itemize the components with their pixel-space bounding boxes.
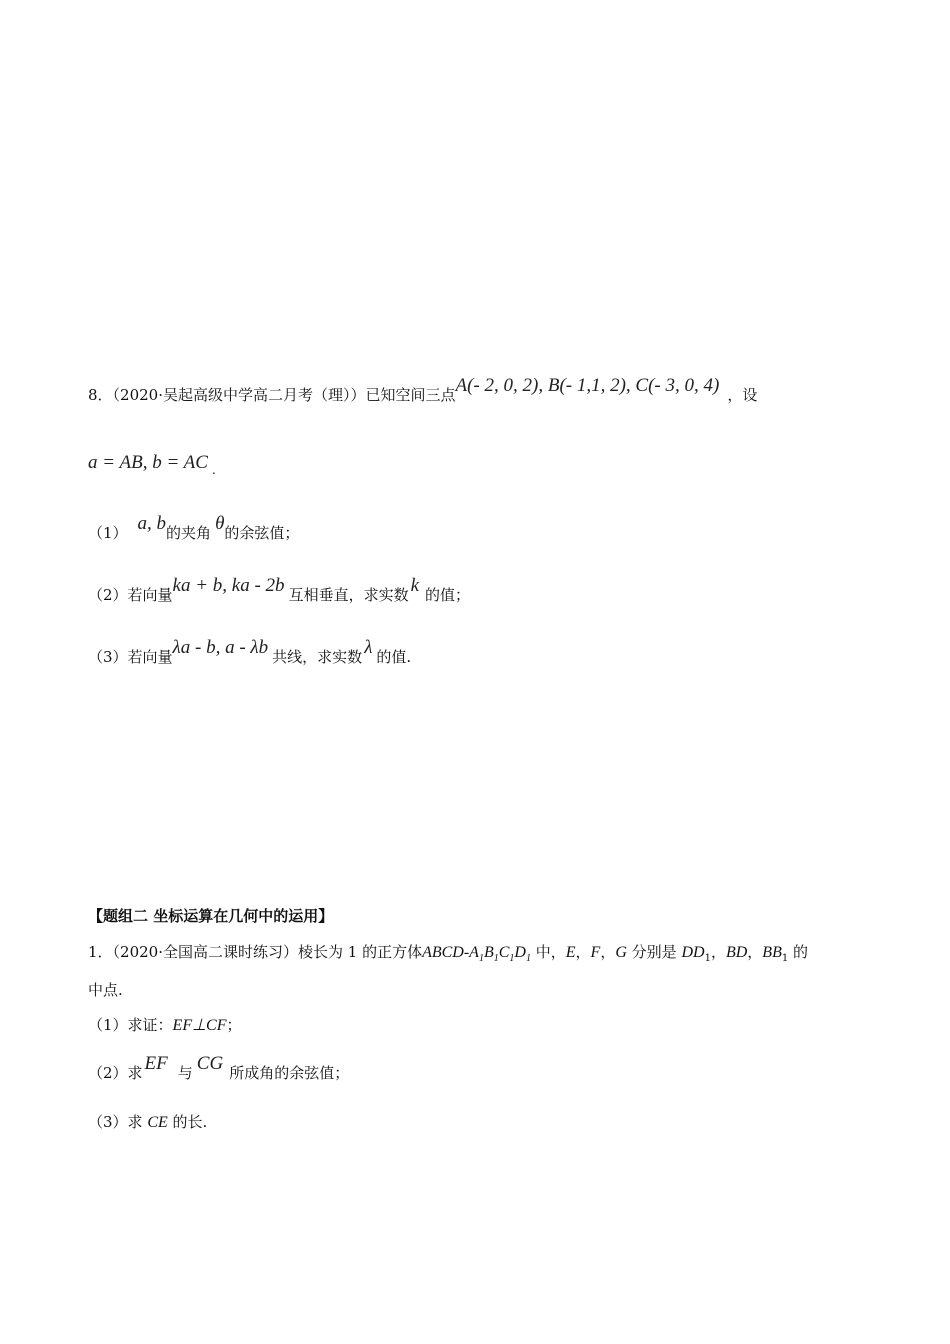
group-heading: 【题组二 坐标运算在几何中的运用】: [88, 907, 334, 925]
p1-q2-text: 所成角的余弦值；: [229, 1064, 350, 1082]
p1-q3-label: （3）求: [88, 1113, 148, 1131]
q3-math: λa - b, a - λb: [172, 637, 269, 658]
cube-name: [422, 944, 531, 965]
p1-q1-label: （1）求证：: [88, 1016, 173, 1034]
p1-mid3: 的: [788, 943, 808, 961]
q2-math: ka + b, ka - 2b: [172, 575, 285, 596]
question-8-2: [88, 575, 471, 606]
p1-number: 1．: [88, 943, 113, 961]
p1-line2: 中点.: [88, 981, 123, 999]
sub-3: 1: [509, 953, 515, 965]
comma-4: ，: [747, 943, 763, 961]
p1-q2-ef: EF: [144, 1053, 168, 1074]
q3-text1: 共线，求实数: [272, 648, 363, 666]
question-1-3: [88, 1111, 207, 1132]
q2-k: k: [410, 575, 420, 596]
q3-label: （3）若向量: [88, 648, 173, 666]
p1-q2-cg: CG: [196, 1053, 224, 1074]
question-8-3: [88, 637, 412, 668]
sub-4: 1: [525, 953, 531, 965]
point-g: G: [615, 944, 627, 961]
sub-6: 1: [781, 953, 789, 964]
p1-mid1: 中，: [530, 943, 566, 961]
problem-tail: ，设: [727, 386, 758, 404]
q2-label: （2）若向量: [88, 586, 173, 604]
q2-text1: 互相垂直，求实数: [288, 586, 409, 604]
q3-lambda: λ: [364, 637, 373, 658]
q2-text2: 的值；: [425, 586, 471, 604]
sub-2: 1: [493, 953, 499, 965]
point-f: F: [590, 944, 601, 961]
problem-source: （2020·吴起高级中学高二月考（理））已知空间三点: [112, 386, 456, 404]
question-8-1: [88, 513, 300, 544]
comma-3: ，: [710, 943, 726, 961]
cube-part-c: C: [498, 944, 510, 961]
segment-bd: BD: [725, 944, 748, 961]
problem-number: 8．: [88, 386, 113, 404]
p1-q1-end: ；: [226, 1016, 242, 1034]
q3-text2: 的值.: [376, 648, 412, 666]
vector-definition: [88, 452, 216, 477]
p1-q2-with: 与: [177, 1064, 193, 1082]
comma-1: ，: [575, 943, 591, 961]
p1-mid2: 分别是: [626, 943, 682, 961]
q1-theta: θ: [215, 513, 225, 534]
question-1-1: [88, 1014, 242, 1035]
q1-text2: 的余弦值；: [224, 524, 300, 542]
segment-bb: BB: [762, 944, 782, 961]
problem-1-statement: [88, 941, 808, 964]
cube-part-a: ABCD-A: [422, 944, 479, 961]
points-formula: A(- 2, 0, 2), B(- 1,1, 2), C(- 3, 0, 4): [455, 375, 720, 396]
comma-2: ，: [600, 943, 616, 961]
question-1-2: [88, 1053, 350, 1084]
vector-definition-math: a = AB, b = AC: [88, 452, 208, 473]
p1-q1-math: EF⊥CF: [172, 1017, 227, 1034]
q1-text1: 的夹角: [166, 524, 212, 542]
p1-q2-label: （2）求: [88, 1064, 143, 1082]
segment-dd: DD: [681, 944, 705, 961]
problem-8-statement: [88, 375, 758, 406]
p1-source: （2020·全国高二课时练习）棱长为 1 的正方体: [112, 943, 423, 961]
q1-math: a, b: [137, 513, 167, 534]
p1-q3-ce: CE: [147, 1114, 168, 1131]
cube-part-d: D: [514, 944, 526, 961]
p1-q3-text: 的长.: [167, 1113, 208, 1131]
q1-label: （1）: [88, 524, 128, 542]
sub-1: 1: [478, 953, 484, 965]
point-e: E: [565, 944, 576, 961]
sub-5: 1: [704, 953, 711, 964]
cube-part-b: B: [483, 944, 494, 961]
definition-period: .: [211, 463, 216, 477]
